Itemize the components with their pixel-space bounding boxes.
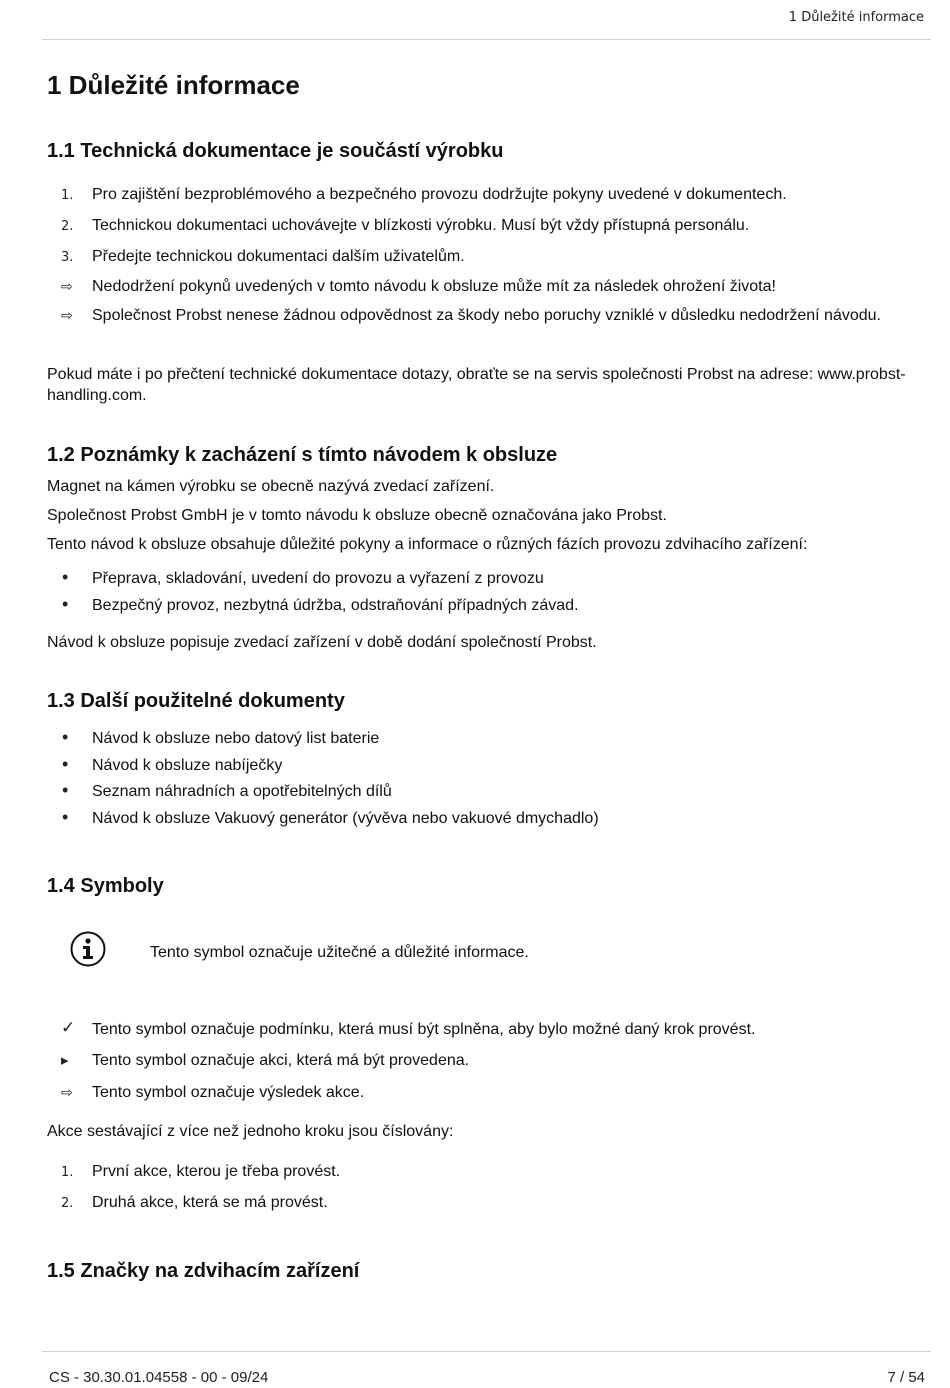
paragraph: Magnet na kámen výrobku se obecně nazývá zvedací zařízení. — [47, 478, 495, 495]
chapter-title: 1 Důležité informace — [47, 70, 300, 100]
list-item-text: Pro zajištění bezproblémového a bezpečného provozu dodržujte pokyny uvedené v dokumentech. — [92, 186, 787, 203]
list-number: 2. — [61, 1196, 74, 1211]
info-symbol-description: Tento symbol označuje užitečné a důležité informace. — [150, 944, 529, 961]
list-item-text: Návod k obsluze Vakuový generátor (vývěva nebo vakuové dmychadlo) — [92, 810, 599, 827]
list-number: 1. — [61, 1165, 74, 1180]
section-heading-1-3: 1.3 Další použitelné dokumenty — [47, 690, 345, 712]
bullet: • — [62, 567, 69, 587]
page-footer — [42, 1351, 931, 1388]
list-item-text: Bezpečný provoz, nezbytná údržba, odstraňování případných závad. — [92, 597, 579, 614]
result-arrow-icon: ⇨ — [61, 1084, 73, 1100]
bullet: • — [62, 807, 69, 827]
bullet: • — [62, 780, 69, 800]
paragraph: Tento návod k obsluze obsahuje důležité pokyny a informace o různých fázích provozu zdvihacího zařízení: — [47, 536, 808, 553]
paragraph: Akce sestávající z více než jednoho kroku jsou číslovány: — [47, 1123, 454, 1140]
result-arrow-icon: ⇨ — [61, 307, 73, 323]
list-item-text: Návod k obsluze nabíječky — [92, 757, 283, 774]
list-item-text: Předejte technickou dokumentaci dalším uživatelům. — [92, 248, 465, 265]
document-number: CS - 30.30.01.04558 - 00 - 09/24 — [49, 1369, 269, 1386]
info-circle-icon — [70, 931, 106, 967]
paragraph: Návod k obsluze popisuje zvedací zařízení v době dodání společností Probst. — [47, 634, 597, 651]
bullet: • — [62, 594, 69, 614]
section-heading-1-2: 1.2 Poznámky k zacházení s tímto návodem k obsluze — [47, 444, 558, 466]
result-arrow-icon: ⇨ — [61, 278, 73, 294]
bullet: • — [62, 754, 69, 774]
page-number: 7 / 54 — [887, 1369, 925, 1386]
list-item-text: Přeprava, skladování, uvedení do provozu a vyřazení z provozu — [92, 570, 544, 587]
header-title: 1 Důležité informace — [788, 10, 924, 25]
paragraph: Společnost Probst GmbH je v tomto návodu k obsluze obecně označována jako Probst. — [47, 507, 667, 524]
list-item-text: Návod k obsluze nebo datový list baterie — [92, 730, 380, 747]
list-number: 3. — [61, 250, 74, 265]
list-item-text: Tento symbol označuje podmínku, která musí být splněna, aby bylo možné daný krok provést. — [92, 1021, 756, 1038]
list-item-text: Společnost Probst nenese žádnou odpovědnost za škody nebo poruchy vzniklé v důsledku nedodržení návodu. — [92, 307, 881, 324]
section-heading-1-1: 1.1 Technická dokumentace je součástí výrobku — [47, 140, 504, 162]
action-triangle-icon: ▸ — [61, 1052, 69, 1069]
list-item-text: Tento symbol označuje výsledek akce. — [92, 1084, 365, 1101]
check-icon: ✓ — [61, 1018, 76, 1037]
list-number: 1. — [61, 188, 74, 203]
list-item-text: Seznam náhradních a opotřebitelných dílů — [92, 783, 392, 800]
section-heading-1-5: 1.5 Značky na zdvihacím zařízení — [47, 1260, 360, 1282]
list-number: 2. — [61, 219, 74, 234]
list-item-text: Technickou dokumentaci uchovávejte v blízkosti výrobku. Musí být vždy přístupná personálu. — [92, 217, 750, 234]
page-header — [42, 0, 931, 40]
bullet: • — [62, 727, 69, 747]
list-item-text: Tento symbol označuje akci, která má být provedena. — [92, 1052, 470, 1069]
paragraph: Pokud máte i po přečtení technické dokumentace dotazy, obraťte se na servis společnosti Probst na adrese: www.probst-handling.com. — [47, 366, 906, 404]
list-item-text: Druhá akce, která se má provést. — [92, 1194, 328, 1211]
section-heading-1-4: 1.4 Symboly — [47, 875, 164, 897]
list-item-text: Nedodržení pokynů uvedených v tomto návodu k obsluze může mít za následek ohrožení života! — [92, 278, 776, 295]
list-item-text: První akce, kterou je třeba provést. — [92, 1163, 341, 1180]
